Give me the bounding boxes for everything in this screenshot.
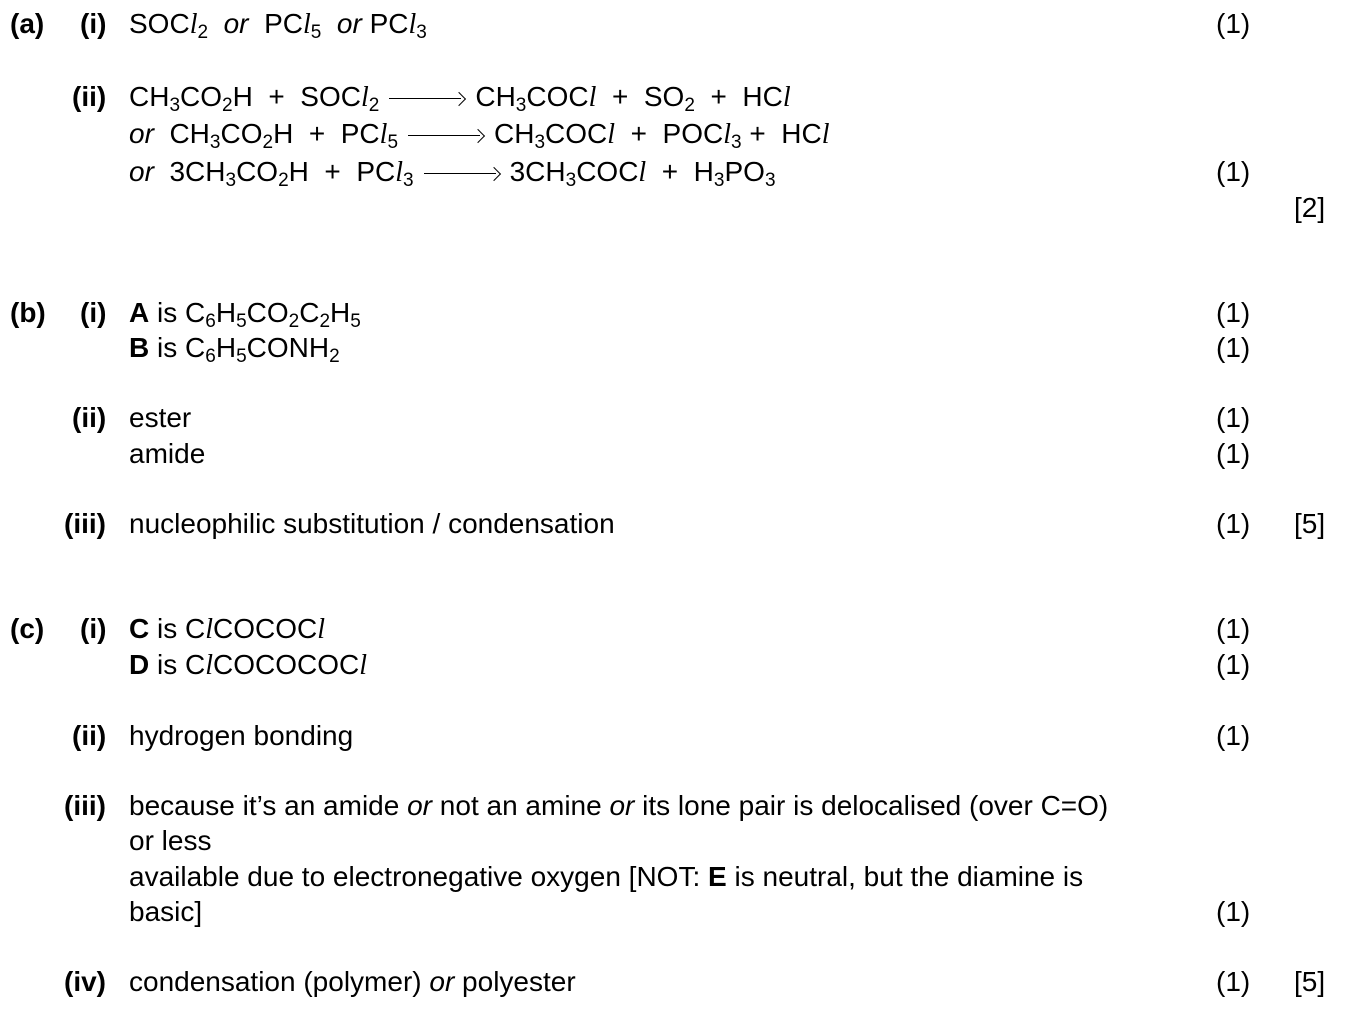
equation-pcl5: or $CH_3CO_2H + PCl_5$ $CH_3COCl$ + POCl$_3$ + HCl	[129, 118, 830, 153]
c-ii-answer: hydrogen bonding	[129, 720, 354, 751]
c-i-answer-c: C is ClCOCOCl	[129, 613, 326, 645]
part-b-label: (b)	[10, 297, 46, 328]
reaction-arrow-icon	[389, 80, 465, 114]
compound-e: E	[708, 861, 727, 892]
c-iii-answer-line-4: basic]	[129, 896, 203, 927]
b-ii-answer-ester: ester	[129, 402, 192, 433]
compound-b: B	[129, 332, 150, 363]
is-word: is	[157, 332, 178, 363]
b-ii-label: (ii)	[72, 402, 107, 433]
c-iii-answer-line-1: because it’s an amide or not an amine or its lone pair is delocalised (over C=O)	[129, 790, 1109, 821]
compound-a: A	[129, 297, 150, 328]
c-iii-label: (iii)	[64, 790, 106, 821]
mark: (1)	[1216, 156, 1251, 187]
c-iv-label: (iv)	[64, 966, 106, 997]
a-ii-label: (ii)	[72, 81, 107, 112]
total-c: [5]	[1294, 966, 1326, 997]
total-a: [2]	[1294, 192, 1326, 223]
c-iii-answer-line-3: available due to electronegative oxygen [NOT: E is neutral, but the diamine is	[129, 861, 1084, 892]
a-i-label: (i)	[80, 8, 107, 39]
a-i-reagents: SOCl$_2$ or PCl$_5$ or PCl$_3$	[129, 8, 427, 43]
mark: (1)	[1216, 966, 1251, 997]
c-i-answer-d: D is ClCOCOCOCl	[129, 649, 368, 681]
mark: (1)	[1216, 613, 1251, 644]
or-connector: or	[609, 790, 635, 821]
b-ii-answer-amide: amide	[129, 438, 206, 469]
reaction-arrow-icon	[408, 117, 484, 151]
or-connector: or	[336, 8, 362, 39]
compound-c: C	[129, 613, 150, 644]
is-word: is	[157, 649, 178, 680]
or-connector: or	[429, 966, 455, 997]
mark: (1)	[1216, 438, 1251, 469]
mark: (1)	[1216, 8, 1251, 39]
or-connector: or	[129, 156, 154, 187]
b-i-answer-b: B is $C_6H_5CONH_2$	[129, 332, 340, 367]
b-i-label: (i)	[80, 297, 107, 328]
c-i-label: (i)	[80, 613, 107, 644]
c-iii-answer-line-2: or less	[129, 825, 212, 856]
or-connector: or	[129, 118, 154, 149]
c-ii-label: (ii)	[72, 720, 107, 751]
c-iv-answer: condensation (polymer) or polyester	[129, 966, 576, 997]
mark: (1)	[1216, 896, 1251, 927]
b-iii-label: (iii)	[64, 508, 106, 539]
mark: (1)	[1216, 649, 1251, 680]
mark: (1)	[1216, 720, 1251, 751]
part-c-label: (c)	[10, 613, 45, 644]
is-word: is	[157, 297, 178, 328]
equation-socl2: $CH_3CO_2H$ + SOCl$_2$ $CH_3COCl + SO_2$ + HCl	[129, 81, 791, 116]
b-iii-answer: nucleophilic substitution / condensation	[129, 508, 615, 539]
b-i-answer-a: A is $C_6H_5CO_2C_2H_5$	[129, 297, 361, 332]
mark: (1)	[1216, 297, 1251, 328]
reaction-arrow-icon	[424, 155, 500, 189]
mark: (1)	[1216, 508, 1251, 539]
mark: (1)	[1216, 332, 1251, 363]
compound-d: D	[129, 649, 150, 680]
or-connector: or	[407, 790, 433, 821]
part-a-label: (a)	[10, 8, 45, 39]
total-b: [5]	[1294, 508, 1326, 539]
equation-pcl3: or $3CH_3CO_2H + PCl_3$ $3CH_3COCl + H_3PO_3$	[129, 156, 776, 191]
or-connector: or	[223, 8, 249, 39]
is-word: is	[157, 613, 178, 644]
mark: (1)	[1216, 402, 1251, 433]
